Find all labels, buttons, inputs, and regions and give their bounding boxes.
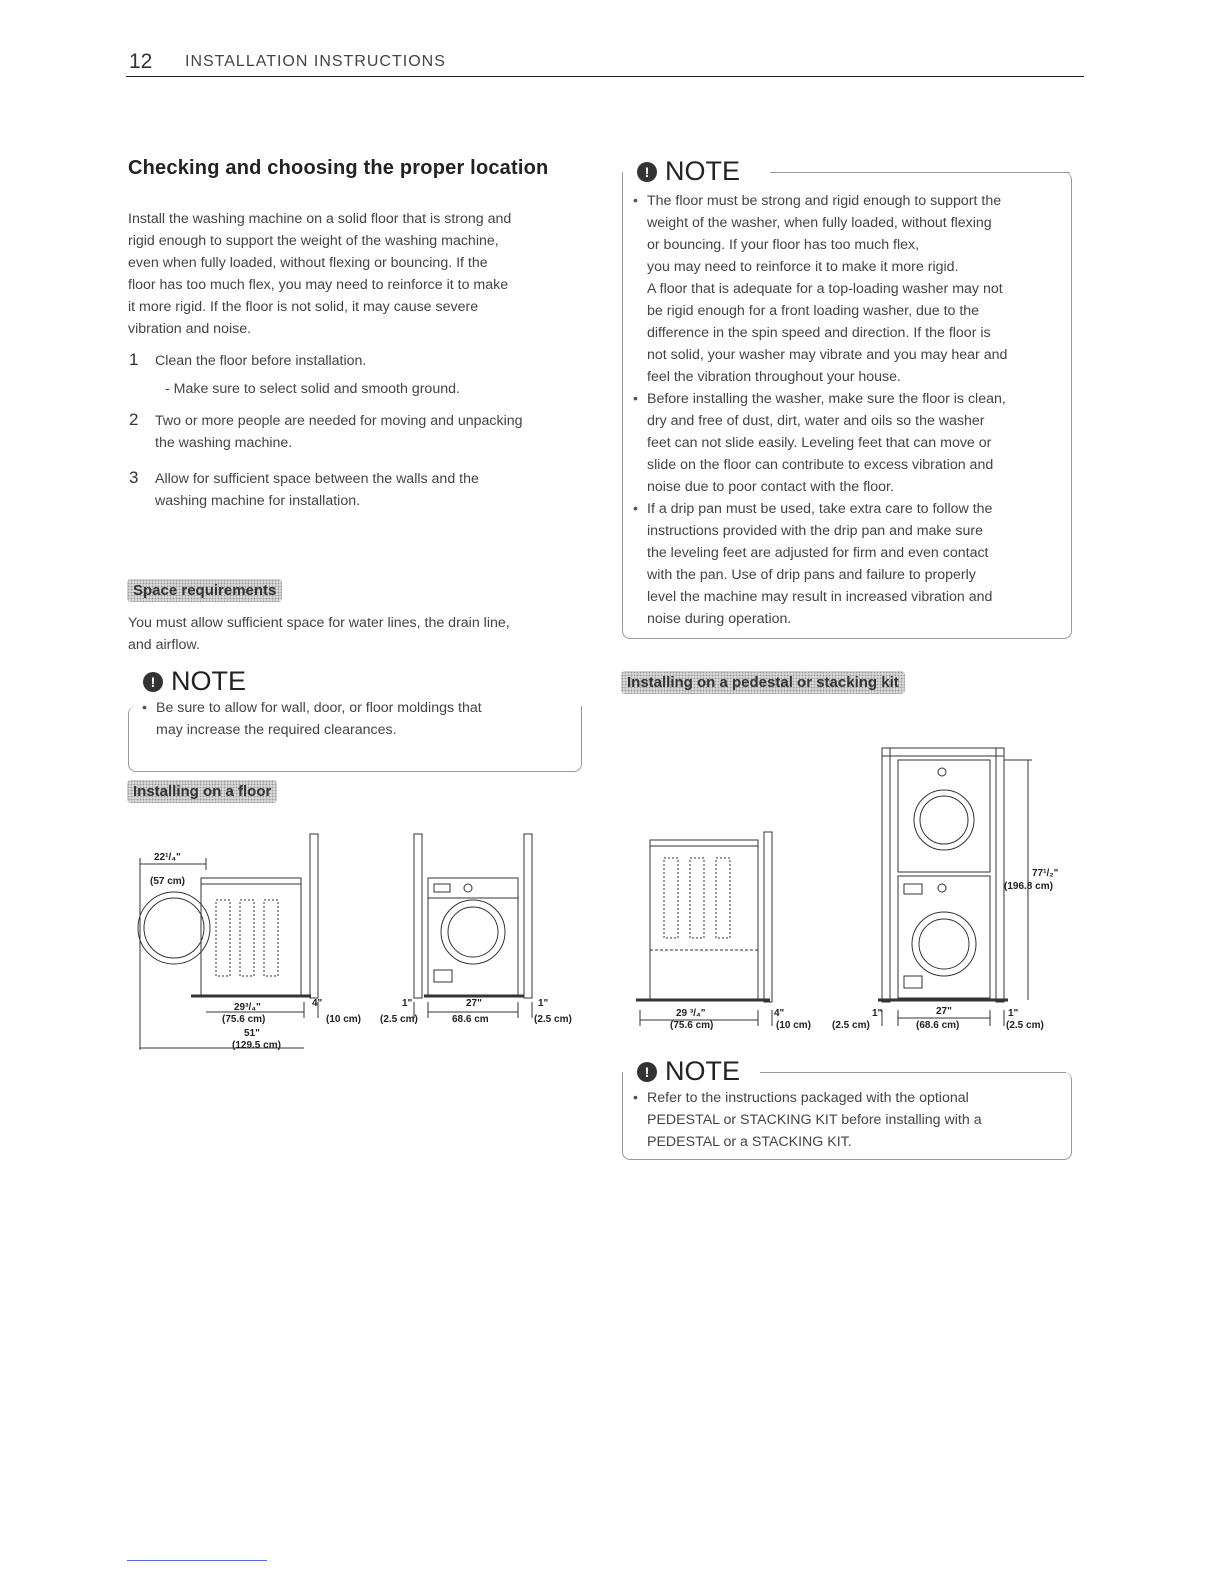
note-item	[631, 498, 1071, 630]
note-title-text: NOTE	[665, 1056, 741, 1086]
washer-side-body	[201, 878, 301, 996]
space-requirements-heading: Space requirements	[127, 579, 282, 602]
dryer-door	[914, 790, 974, 850]
note-text: • Before installing the washer, make sure the floor is clean,	[647, 391, 1006, 407]
note-divider	[760, 1072, 1066, 1073]
intro-line: even when fully loaded, without flexing or bouncing. If the	[128, 255, 488, 271]
step-text: the washing machine.	[155, 435, 293, 451]
note-text: • Refer to the instructions packaged with the optional	[647, 1090, 969, 1106]
dim-rear-gap: 4"	[312, 998, 323, 1009]
note-item	[631, 388, 1071, 498]
note-list-pedestal	[631, 1087, 1061, 1153]
dim-side-gap-cm: (2.5 cm)	[832, 1020, 870, 1031]
dim-depth-cm: (75.6 cm)	[222, 1014, 266, 1025]
dim-width: 27"	[466, 998, 482, 1009]
note-text: A floor that is adequate for a top-loading washer may not	[647, 281, 1003, 297]
info-icon: !	[637, 162, 657, 182]
washer-front-door	[912, 912, 976, 976]
note-text: noise due to poor contact with the floor.	[647, 479, 894, 495]
step-number: 3	[129, 468, 139, 487]
dim-depth: 29³/₄"	[234, 1002, 261, 1013]
dim-width-cm: (68.6 cm)	[916, 1020, 960, 1031]
dim-height: 77¹/₂"	[1032, 868, 1059, 879]
intro-paragraph	[128, 208, 511, 340]
intro-line: Install the washing machine on a solid floor that is strong and	[128, 211, 512, 227]
note-text: not solid, your washer may vibrate and you may hear and	[647, 347, 1008, 363]
note-text: difference in the spin speed and direction. If the floor is	[647, 325, 991, 341]
dim-side-gap-cm: (2.5 cm)	[380, 1014, 418, 1025]
note-text: you may need to reinforce it to make it more rigid.	[647, 259, 959, 275]
dim-side-gap-2: 1"	[538, 998, 549, 1009]
dim-side-gap-2-cm: (2.5 cm)	[534, 1014, 572, 1025]
step-text: Allow for sufficient space between the walls and the	[155, 471, 479, 487]
note-text: • Be sure to allow for wall, door, or floor moldings that	[156, 700, 482, 716]
space-line: You must allow sufficient space for water lines, the drain line,	[128, 615, 510, 631]
note-text: PEDESTAL or a STACKING KIT.	[647, 1134, 852, 1150]
dim-depth-top-cm: (57 cm)	[150, 876, 186, 887]
note-text: feet can not slide easily. Leveling feet that can move or	[647, 435, 992, 451]
intro-line: vibration and noise.	[128, 321, 252, 337]
note-item	[140, 697, 570, 741]
step-3	[155, 468, 479, 512]
note-text: noise during operation.	[647, 611, 792, 627]
note-text: or bouncing. If your floor has too much flex,	[647, 237, 920, 253]
note-item	[631, 1087, 1061, 1153]
dim-total: 51"	[244, 1028, 260, 1039]
note-text: • The floor must be strong and rigid enough to support the	[647, 193, 1002, 209]
note-text: PEDESTAL or STACKING KIT before installing with a	[647, 1112, 982, 1128]
section-title: INSTALLATION INSTRUCTIONS	[185, 53, 446, 70]
dim-depth-cm: (75.6 cm)	[670, 1020, 714, 1031]
step-text: washing machine for installation.	[155, 493, 361, 509]
dryer-front-body	[898, 760, 990, 872]
note-title-text: NOTE	[665, 156, 741, 186]
note-text: may increase the required clearances.	[156, 722, 397, 738]
dim-depth-top: 22¹/₄"	[154, 852, 181, 863]
note-text: be rigid enough for a front loading washer, due to the	[647, 303, 980, 319]
step-text: Two or more people are needed for moving and unpacking	[155, 413, 523, 429]
note-title	[143, 666, 252, 697]
note-list-right	[631, 190, 1071, 630]
dim-height-cm: (196.8 cm)	[1004, 881, 1053, 892]
dim-total-cm: (129.5 cm)	[232, 1040, 281, 1051]
note-text: level the machine may result in increased vibration and	[647, 589, 993, 605]
note-text: slide on the floor can contribute to excess vibration and	[647, 457, 994, 473]
dim-side-gap: 1"	[402, 998, 413, 1009]
step-1	[155, 350, 460, 400]
space-paragraph	[128, 612, 510, 656]
washer-door-profile	[138, 892, 210, 964]
step-number: 1	[129, 350, 139, 369]
footer-line	[127, 1560, 267, 1561]
section-heading: Checking and choosing the proper location	[128, 157, 549, 179]
dim-side-gap: 1"	[872, 1008, 883, 1019]
step-2	[155, 410, 523, 454]
intro-line: it more rigid. If the floor is not solid, it may cause severe	[128, 299, 479, 315]
note-text: weight of the washer, when fully loaded, without flexing	[647, 215, 992, 231]
stacking-installation-diagram	[620, 740, 1080, 1040]
note-text: dry and free of dust, dirt, water and oils so the washer	[647, 413, 985, 429]
dim-rear-gap: 4"	[774, 1008, 785, 1019]
note-text: • If a drip pan must be used, take extra care to follow the	[647, 501, 993, 517]
dim-depth: 29 ³/₄"	[676, 1008, 706, 1019]
dim-width-cm: 68.6 cm	[452, 1014, 489, 1025]
note-title	[637, 156, 746, 187]
dim-width: 27"	[936, 1006, 952, 1017]
washer-front-door	[441, 900, 505, 964]
info-icon: !	[637, 1062, 657, 1082]
note-text: feel the vibration throughout your house.	[647, 369, 901, 385]
space-line: and airflow.	[128, 637, 200, 653]
intro-line: floor has too much flex, you may need to reinforce it to make	[128, 277, 509, 293]
note-item	[631, 190, 1071, 388]
page-header	[126, 50, 1084, 77]
intro-line: rigid enough to support the weight of the washing machine,	[128, 233, 499, 249]
note-text: the leveling feet are adjusted for firm and even contact	[647, 545, 989, 561]
step-number: 2	[129, 410, 139, 429]
step-subtext: - Make sure to select solid and smooth ground.	[165, 381, 460, 397]
note-title	[637, 1056, 746, 1087]
pedestal-heading: Installing on a pedestal or stacking kit	[621, 671, 905, 694]
note-text: instructions provided with the drip pan and make sure	[647, 523, 983, 539]
note-text: with the pan. Use of drip pans and failure to properly	[647, 567, 976, 583]
page-number: 12	[129, 50, 153, 73]
step-text: Clean the floor before installation.	[155, 353, 367, 369]
note-title-text: NOTE	[171, 666, 247, 696]
dim-rear-gap-cm: (10 cm)	[326, 1014, 362, 1025]
note-divider	[770, 172, 1070, 173]
dim-rear-gap-cm: (10 cm)	[776, 1020, 812, 1031]
info-icon: !	[143, 672, 163, 692]
note-list-left	[140, 697, 570, 741]
floor-installation-diagram	[136, 830, 586, 1060]
dim-side-gap-2-cm: (2.5 cm)	[1006, 1020, 1044, 1031]
dim-side-gap-2: 1"	[1008, 1008, 1019, 1019]
installing-floor-heading: Installing on a floor	[127, 780, 277, 803]
